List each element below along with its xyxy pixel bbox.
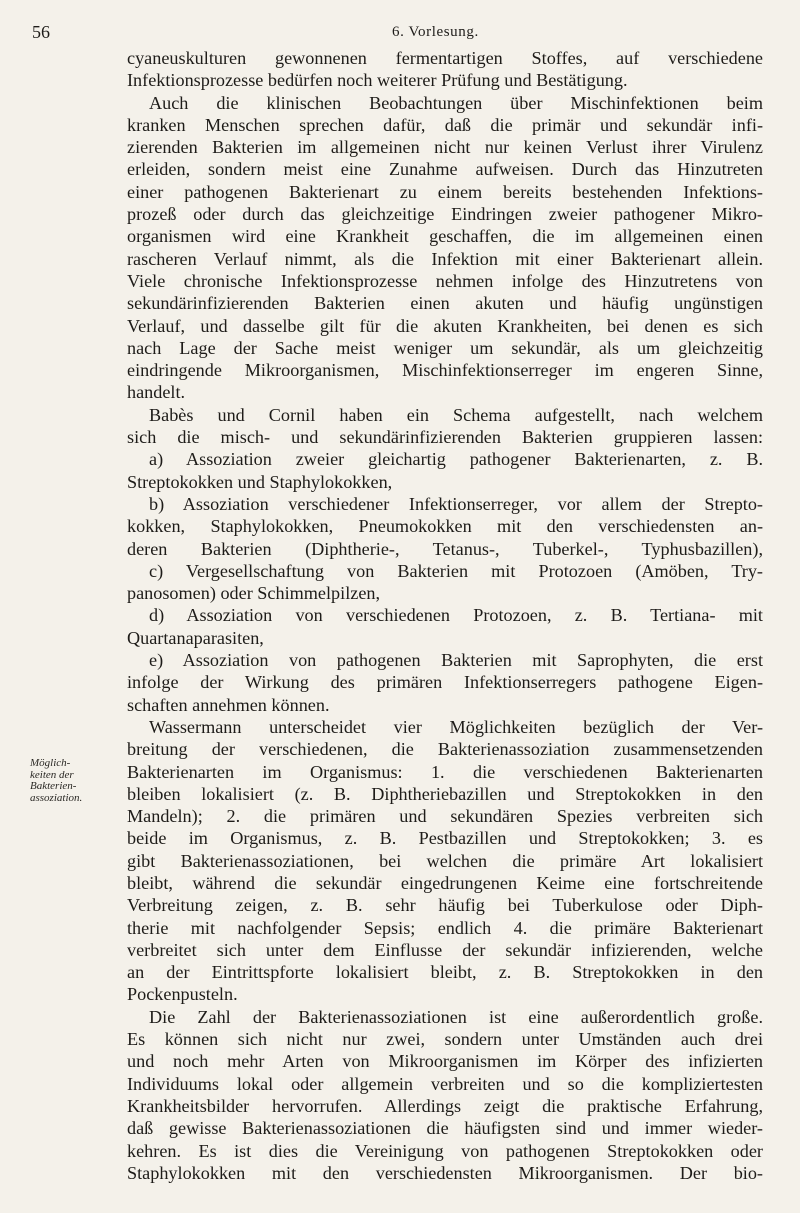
margin-note-line: Bakterien- xyxy=(30,780,77,792)
text-line: Staphylokokken mit den verschiedensten Mikroorganismen. Der bio- xyxy=(127,1162,763,1183)
text-line: Viele chronische Infektionsprozesse nehmen infolge des Hinzutretens von xyxy=(127,270,763,291)
text-line: breitung der verschiedenen, die Bakterienassoziation zusammensetzenden xyxy=(127,739,763,760)
text-line: sich die misch- und sekundärinfizierenden Bakterien gruppieren lassen: xyxy=(127,427,763,448)
text-line: prozeß oder durch das gleichzeitige Eindringen zweier pathogener Mikro- xyxy=(127,204,763,225)
text-line: eindringende Mikroorganismen, Mischinfektionserreger im engeren Sinne, xyxy=(127,360,763,381)
text-line: therie mit nachfolgender Sepsis; endlich 4. die primäre Bakterienart xyxy=(127,917,763,938)
body-text xyxy=(127,47,763,1184)
text-line: verbreitet sich unter dem Einflusse der sekundär infizierenden, welche xyxy=(127,939,763,960)
running-title: 6. Vorlesung. xyxy=(392,24,479,40)
text-line: beide im Organismus, z. B. Pestbazillen und Streptokokken; 3. es xyxy=(127,828,763,849)
text-line: Auch die klinischen Beobachtungen über Mischinfektionen beim xyxy=(149,92,763,113)
text-line: c) Vergesellschaftung von Bakterien mit Protozoen (Amöben, Try- xyxy=(149,560,763,581)
text-line: d) Assoziation von verschiedenen Protozoen, z. B. Tertiana- mit xyxy=(149,605,763,626)
text-line: erleiden, sondern meist eine Zunahme aufweisen. Durch das Hinzutreten xyxy=(127,159,763,180)
text-line: panosomen) oder Schimmelpilzen, xyxy=(127,583,381,604)
text-line: sekundärinfizierenden Bakterien einen akuten und häufig ungünstigen xyxy=(127,293,763,314)
text-line: a) Assoziation zweier gleichartig pathogener Bakterienarten, z. B. xyxy=(149,449,763,470)
text-line: organismen wird eine Krankheit geschaffen, die im allgemeinen einen xyxy=(127,226,763,247)
text-line: an der Eintrittspforte lokalisiert bleibt, z. B. Streptokokken in den xyxy=(127,962,763,983)
text-line: e) Assoziation von pathogenen Bakterien mit Saprophyten, die erst xyxy=(149,650,763,671)
text-line: kranken Menschen sprechen dafür, daß die primär und sekundär infi- xyxy=(127,114,763,135)
page-header xyxy=(0,10,800,42)
text-line: bleibt, während die sekundär eingedrungenen Keime eine fortschreitende xyxy=(127,872,763,893)
text-line: nach Lage der Sache meist weniger um sekundär, als um gleichzeitig xyxy=(127,337,763,358)
text-line: b) Assoziation verschiedener Infektionserreger, vor allem der Strepto- xyxy=(149,493,763,514)
text-line: Verbreitung zeigen, z. B. sehr häufig bei Tuberkulose oder Diph- xyxy=(127,895,763,916)
text-line: rascheren Verlauf nimmt, als die Infektion mit einer Bakterienart allein. xyxy=(127,248,763,269)
margin-note-line: Möglich- xyxy=(30,757,71,769)
text-line: und noch mehr Arten von Mikroorganismen im Körper des infizierten xyxy=(127,1051,763,1072)
text-line: Verlauf, und dasselbe gilt für die akuten Krankheiten, bei denen es sich xyxy=(127,315,763,336)
text-line: schaften annehmen können. xyxy=(127,694,330,715)
page-number: 56 xyxy=(32,22,50,42)
text-line: Die Zahl der Bakterienassoziationen ist eine außerordentlich große. xyxy=(149,1006,763,1027)
margin-note-line: assoziation. xyxy=(30,791,83,804)
text-line: gibt Bakterienassoziationen, bei welchen die primäre Art lokalisiert xyxy=(127,850,763,871)
text-line: bleiben lokalisiert (z. B. Diphtheriebazillen und Streptokokken in den xyxy=(127,783,763,804)
text-line: Bakterienarten im Organismus: 1. die verschiedenen Bakterienarten xyxy=(127,761,763,782)
text-line: Babès und Cornil haben ein Schema aufgestellt, nach welchem xyxy=(149,404,763,425)
text-line: deren Bakterien (Diphtherie-, Tetanus-, Tuberkel-, Typhusbazillen), xyxy=(127,538,763,559)
text-line: zierenden Bakterien im allgemeinen nicht nur keinen Verlust ihrer Virulenz xyxy=(127,137,763,158)
text-line: Pockenpusteln. xyxy=(127,984,238,1005)
text-line: kehren. Es ist dies die Vereinigung von pathogenen Streptokokken oder xyxy=(127,1140,763,1161)
text-line: infolge der Wirkung des primären Infektionserregers pathogene Eigen- xyxy=(127,672,763,693)
text-line: Krankheitsbilder hervorrufen. Allerdings zeigt die praktische Erfahrung, xyxy=(127,1095,763,1116)
text-line: Quartanaparasiten, xyxy=(127,627,264,648)
text-line: kokken, Staphylokokken, Pneumokokken mit den verschiedensten an- xyxy=(127,516,763,537)
text-line: cyaneuskulturen gewonnenen fermentartigen Stoffes, auf verschiedene xyxy=(127,48,763,68)
text-line: einer pathogenen Bakterienart zu einem bereits bestehenden Infektions- xyxy=(127,181,763,202)
margin-note xyxy=(30,758,124,804)
text-line: Wassermann unterscheidet vier Möglichkeiten bezüglich der Ver- xyxy=(149,716,763,737)
margin-note-line: keiten der xyxy=(30,768,74,781)
text-line: Mandeln); 2. die primären und sekundären Spezies verbreiten sich xyxy=(127,806,763,827)
text-line: Es können sich nicht nur zwei, sondern unter Umständen auch drei xyxy=(127,1029,763,1050)
text-line: daß gewisse Bakterienassoziationen die häufigsten sind und immer wieder- xyxy=(127,1118,763,1139)
text-line: handelt. xyxy=(127,382,186,403)
text-line: Streptokokken und Staphylokokken, xyxy=(127,471,393,492)
text-line: Infektionsprozesse bedürfen noch weiterer Prüfung und Bestätigung. xyxy=(127,70,628,91)
text-line: Individuums lokal oder allgemein verbreiten und so die kompliziertesten xyxy=(127,1073,763,1094)
